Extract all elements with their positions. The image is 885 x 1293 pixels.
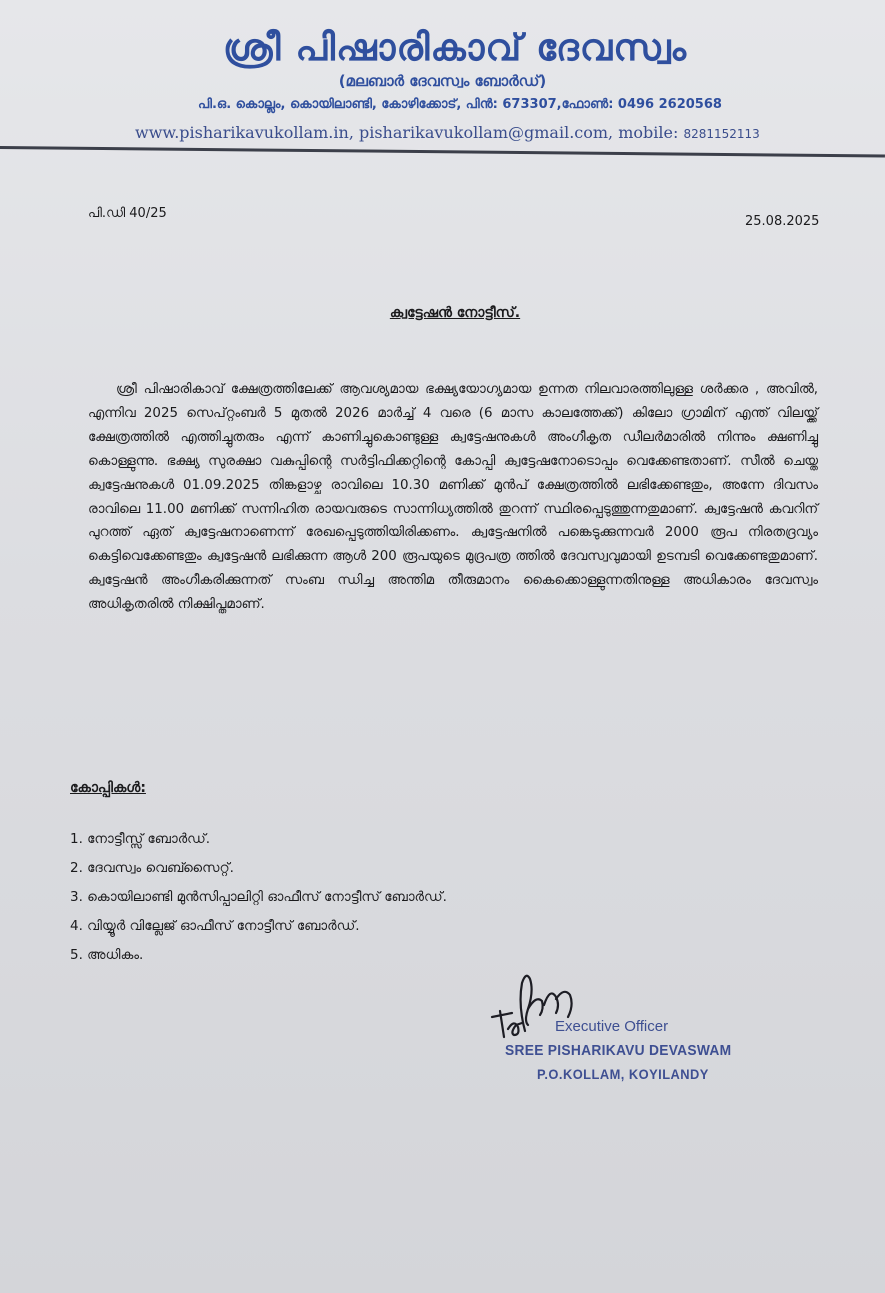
letterhead-subtitle: (മലബാർ ദേവസ്വം ബോർഡ്) [338,72,547,90]
copies-list-item: 5. അധികം. [70,947,144,963]
copies-list-item: 1. നോട്ടീസ്സ് ബോർഡ്. [70,831,211,847]
letterhead-title: ശ്രീ പിഷാരികാവ് ദേവസ്വം [222,26,688,69]
document-date: 25.08.2025 [745,214,820,229]
seal-organisation: SREE PISHARIKAVU DEVASWAM [505,1042,732,1059]
letterhead-mobile: 8281152113 [683,127,760,141]
notice-body: ശ്രീ പിഷാരികാവ് ക്ഷേത്രത്തിലേക്ക് ആവശ്യമായ ഭക്ഷ്യയോഗ്യമായ ഉന്നത നിലവാരത്തിലുള്ള ശർക്കര , അവിൽ, എന്നിവ 2025 സെപ്റ്റംബർ 5 മുതൽ 2026 മാർച്ച് 4 വരെ (6 മാസ കാലത്തേക്ക്) കിലോ ഗ്രാമിന് എന്ത് വിലയ്ക്ക് ക്ഷേത്രത്തിൽ എത്തിച്ചുതരും എന്ന് കാണിച്ചുകൊണ്ടുള്ള ക്വട്ടേഷനുകൾ അംഗീകൃത ഡീലർമാരിൽ നിന്നും ക്ഷണിച്ചു കൊള്ളുന്നു. ഭക്ഷ്യ സുരക്ഷാ വകുപ്പിന്റെ സർട്ടിഫിക്കറ്റിന്റെ കോപ്പി ക്വട്ടേഷനോടൊപ്പം വെക്കേണ്ടതാണ്. സീൽ ചെയ്ത ക്വട്ടേഷനുകൾ 01.09.2025 തിങ്കളാഴ്ച രാവിലെ 10.30 മണിക്ക് മുൻപ് ക്ഷേത്രത്തിൽ ലഭിക്കേണ്ടതും, അന്നേ ദിവസം രാവിലെ 11.00 മണിക്ക് സന്നിഹിത രായവരുടെ സാന്നിധ്യത്തിൽ തുറന്ന് സ്ഥിരപ്പെടുത്തുന്നതുമാണ്. ക്വട്ടേഷൻ കവറിന് പുറത്ത് ഏത് ക്വട്ടേഷനാണെന്ന് രേഖപ്പെടുത്തിയിരിക്കണം. ക്വട്ടേഷനിൽ പങ്കെടുക്കുന്നവർ 2000 രൂപ നിരതദ്രവ്യം കെട്ടിവെക്കേണ്ടതും ക്വട്ടേഷൻ ലഭിക്കുന്ന ആൾ 200 രൂപയുടെ മുദ്രപത്ര ത്തിൽ ദേവസ്വവുമായി ഉടമ്പടി വെക്കേണ്ടതുമാണ്. ക്വട്ടേഷൻ അംഗീകരിക്കുന്നത് സംബ ന്ധിച്ച അന്തിമ തീരുമാനം കൈക്കൊള്ളുന്നതിനുള്ള അധികാരം ദേവസ്വം അധികൃതരിൽ നിക്ഷിപ്തമാണ്. [88,382,818,613]
notice-title: ക്വട്ടേഷൻ നോട്ടീസ്. [389,305,521,321]
copies-heading: കോപ്പികൾ: [70,780,146,796]
letterhead [0,0,885,160]
copies-list-item: 4. വിയ്യൂർ വില്ലേജ് ഓഫീസ് നോട്ടീസ് ബോർഡ്. [70,918,360,934]
seal-address: P.O.KOLLAM, KOYILANDY [537,1066,709,1082]
copies-list [70,827,447,972]
copies-list-item: 3. കൊയിലാണ്ടി മുൻസിപ്പാലിറ്റി ഓഫീസ് നോട്ടീസ് ബോർഡ്. [70,889,447,905]
seal-designation: Executive Officer [555,1018,669,1035]
reference-number: പി.ഡി 40/25 [88,206,167,221]
copies-list-item: 2. ദേവസ്വം വെബ്സൈറ്റ്. [70,860,234,876]
letterhead-contact [135,123,760,142]
letterhead-web-email: www.pisharikavukollam.in, pisharikavukollam@gmail.com, mobile: [135,123,679,142]
letterhead-address: പി.ഒ. കൊല്ലം, കൊയിലാണ്ടി, കോഴിക്കോട്, പിൻ: 673307,ഫോൺ: 0496 2620568 [198,97,722,112]
